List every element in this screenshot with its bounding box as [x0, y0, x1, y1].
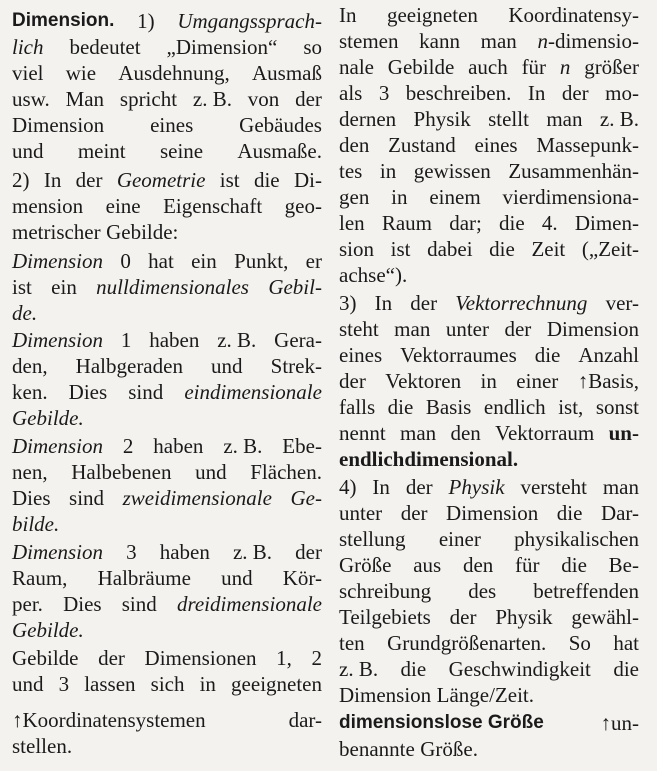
word: nennt	[339, 421, 386, 445]
word: 3	[126, 540, 137, 564]
text-line	[12, 193, 322, 219]
word: Flächen.	[250, 460, 322, 484]
word: Vektorraum	[495, 421, 595, 445]
word: steht	[339, 317, 379, 341]
text-line	[339, 474, 639, 500]
word: So	[568, 631, 591, 655]
word: viel	[12, 61, 44, 85]
word: Teilgebiets	[339, 605, 431, 629]
word: Dimension	[339, 683, 432, 707]
text-line	[339, 262, 639, 288]
text-line	[339, 2, 639, 28]
word: len	[339, 211, 365, 235]
word: geeigneten	[386, 3, 478, 27]
word: haben	[153, 434, 204, 458]
text-line	[12, 248, 322, 274]
word: sonst	[595, 395, 639, 419]
word: ein	[51, 275, 77, 299]
word: dreidimensionale	[176, 592, 322, 616]
word: In	[43, 168, 62, 192]
word: eines	[339, 343, 383, 367]
word: man	[394, 317, 431, 341]
word: Dimension	[12, 249, 103, 273]
word: Dimension	[12, 328, 103, 352]
word: Halbebenen	[71, 460, 172, 484]
text-line	[12, 405, 322, 431]
word: falls	[339, 395, 376, 419]
word: die	[387, 395, 414, 419]
word: Raum	[381, 211, 433, 235]
word: Gebilde:	[106, 220, 179, 244]
word: Dimensionen	[144, 646, 257, 670]
word: in	[480, 369, 497, 393]
word: als	[339, 81, 363, 105]
text-line	[339, 316, 639, 342]
text-line	[339, 630, 639, 656]
word: des	[468, 579, 497, 603]
word: Di-	[293, 168, 322, 192]
word: 2)	[12, 168, 30, 192]
text-line	[12, 433, 322, 459]
word: stemen	[339, 29, 399, 53]
word: Dies	[12, 486, 51, 510]
word: Gebilde	[387, 55, 455, 79]
word: so	[303, 35, 322, 59]
text-line	[12, 167, 322, 193]
word: man	[546, 107, 583, 131]
word: Vektoren	[385, 369, 462, 393]
text-line	[339, 80, 639, 106]
word: die	[534, 343, 561, 367]
word: de.	[12, 301, 38, 325]
word: geeigneten	[231, 672, 322, 696]
word: einem	[429, 185, 481, 209]
word: eine	[105, 194, 141, 218]
word: metrischer	[12, 220, 101, 244]
word: dar;	[449, 211, 482, 235]
word: die	[613, 657, 639, 681]
word: Dies	[68, 380, 108, 404]
word: 1,	[276, 646, 292, 670]
word: vierdimensiona-	[502, 185, 639, 209]
word: versteht	[520, 475, 587, 499]
word: z. B.	[217, 328, 257, 352]
text-line	[339, 28, 639, 54]
word: hat	[148, 249, 174, 273]
word: schreibung	[339, 579, 432, 603]
word: die	[556, 501, 583, 525]
word: er	[305, 249, 322, 273]
word: Gebilde.	[12, 618, 84, 642]
word: die	[400, 657, 427, 681]
word: Dimension	[446, 501, 539, 525]
word: sind	[128, 380, 164, 404]
text-line	[12, 707, 322, 733]
word: Zusammenhän-	[508, 159, 639, 183]
word: nen,	[12, 460, 48, 484]
word: seine	[159, 139, 204, 163]
text-line	[339, 446, 639, 472]
word: ist	[390, 237, 411, 261]
word: Physik	[495, 605, 553, 629]
word: Physik	[448, 475, 505, 499]
word: haben	[159, 540, 210, 564]
text-line	[12, 565, 322, 591]
word: Länge/Zeit.	[436, 683, 534, 707]
word: endlich	[483, 395, 546, 419]
word: per.	[12, 592, 43, 616]
text-line	[12, 511, 322, 537]
text-line	[12, 485, 322, 511]
word: dar-	[288, 708, 322, 732]
word: der	[295, 540, 322, 564]
text-line	[339, 236, 639, 262]
word: man	[602, 475, 639, 499]
word: der	[400, 501, 428, 525]
text-line	[339, 210, 639, 236]
word: gewähl-	[571, 605, 639, 629]
word: 3)	[339, 291, 357, 315]
word: beschreiben.	[405, 81, 512, 105]
text-line	[12, 617, 322, 643]
word: den	[450, 421, 481, 445]
text-line	[12, 60, 322, 86]
text-line	[339, 394, 639, 420]
word: hat	[613, 631, 639, 655]
word: die	[499, 211, 525, 235]
word: eines	[150, 113, 194, 137]
word: der	[405, 475, 433, 499]
word: tes	[339, 159, 363, 183]
text-line	[339, 500, 639, 526]
word: z. B.	[192, 87, 232, 111]
text-line	[12, 219, 322, 245]
word: in	[379, 159, 397, 183]
word: der	[75, 168, 103, 192]
word: den	[462, 553, 494, 577]
word: den,	[12, 354, 48, 378]
text-line	[339, 342, 639, 368]
word: 2	[311, 646, 322, 670]
word: stellen.	[12, 734, 73, 758]
word: z. B.	[599, 107, 639, 131]
word: ↑Basis,	[577, 369, 639, 393]
word: den	[339, 133, 370, 157]
text-line	[12, 138, 322, 164]
word: ist	[12, 275, 32, 299]
word: Eigenschaft	[163, 194, 263, 218]
word: In	[374, 291, 393, 315]
word: in	[391, 185, 408, 209]
text-line	[12, 379, 322, 405]
text-line	[339, 54, 639, 80]
word: sich	[150, 672, 185, 696]
word: sind	[121, 592, 157, 616]
word: aus	[413, 553, 442, 577]
word: un-	[608, 421, 639, 445]
word: Gebäudes	[239, 113, 322, 137]
word: sind	[69, 486, 105, 510]
word: kann	[419, 29, 460, 53]
word: 3	[58, 672, 70, 696]
word: sion	[339, 237, 375, 261]
word: Größe.	[420, 737, 478, 761]
word: benannte	[339, 737, 415, 761]
word: größer	[584, 55, 639, 79]
word: und	[221, 566, 253, 590]
word: Ausmaße.	[237, 139, 322, 163]
text-line	[339, 578, 639, 604]
word: man	[399, 421, 437, 445]
word: Raum,	[12, 566, 68, 590]
word: Punkt,	[234, 249, 289, 273]
word: mension	[12, 194, 84, 218]
word: Dimension	[546, 317, 639, 341]
text-line	[339, 290, 639, 316]
word: man	[480, 29, 517, 53]
word: usw.	[12, 87, 50, 111]
word: die	[489, 237, 515, 261]
text-line	[12, 327, 322, 353]
word: 2	[122, 434, 134, 458]
word: bilde.	[12, 512, 60, 536]
text-line	[339, 736, 639, 762]
word: Dimension	[12, 540, 103, 564]
word: lich	[12, 35, 44, 59]
word: Basis	[425, 395, 472, 419]
word: Strek-	[270, 354, 322, 378]
word: Man	[65, 87, 105, 111]
word: Vektorraumes	[400, 343, 517, 367]
word: der	[504, 317, 532, 341]
word: Ebe-	[282, 434, 322, 458]
text-line	[339, 604, 639, 630]
word: Dar-	[600, 501, 639, 525]
word: gewissen	[413, 159, 491, 183]
word: stellt	[488, 107, 529, 131]
text-line	[339, 710, 639, 736]
word: Dies	[63, 592, 102, 616]
word: Dimension	[12, 113, 105, 137]
word: Physik	[413, 107, 471, 131]
word: gen	[339, 185, 370, 209]
word: haben	[149, 328, 200, 352]
word: eindimensionale	[184, 380, 322, 404]
word: und	[12, 672, 44, 696]
word: für	[515, 553, 540, 577]
text-line	[12, 300, 322, 326]
word: Gebilde.	[12, 406, 84, 430]
word: z. B.	[339, 657, 379, 681]
word: und	[211, 354, 243, 378]
word: Halbgeraden	[75, 354, 183, 378]
word: der	[98, 646, 125, 670]
word: ein	[191, 249, 217, 273]
word: Geschwindigkeit	[448, 657, 591, 681]
text-line	[12, 8, 322, 34]
word: In	[339, 3, 357, 27]
word: ist	[219, 168, 240, 192]
word: Ausdehnung,	[118, 61, 230, 85]
text-line	[12, 86, 322, 112]
word: Gebil-	[268, 275, 322, 299]
word: einer	[438, 527, 481, 551]
word: Kör-	[282, 566, 322, 590]
word: zweidimensionale	[122, 486, 272, 510]
word: in	[199, 672, 216, 696]
word: betreffenden	[533, 579, 639, 603]
text-line	[339, 656, 639, 682]
text-line	[12, 591, 322, 617]
word: für	[521, 55, 547, 79]
word: ten	[339, 631, 365, 655]
word: Grundgrößenarten.	[387, 631, 547, 655]
word: 1	[120, 328, 132, 352]
word: der	[410, 291, 438, 315]
word: mo-	[605, 81, 639, 105]
word: ↑Koordinatensystemen	[12, 708, 206, 732]
word: („Zeit-	[581, 237, 639, 261]
word: stellung	[339, 527, 406, 551]
word: Zeit	[531, 237, 566, 261]
word: einer	[516, 369, 559, 393]
text-line	[339, 682, 639, 708]
word: und	[195, 460, 227, 484]
text-line	[12, 459, 322, 485]
text-line	[339, 158, 639, 184]
word: In	[372, 475, 390, 499]
word: spricht	[119, 87, 178, 111]
word: 0	[120, 249, 131, 273]
word: 1)	[137, 9, 155, 33]
word: „Dimension“	[166, 35, 278, 59]
word: auch	[468, 55, 508, 79]
word: nale	[339, 55, 374, 79]
word: unter	[445, 317, 489, 341]
word: Dimen-	[574, 211, 639, 235]
word: dernen	[339, 107, 397, 131]
word: achse“).	[339, 263, 408, 287]
word: Umgangssprach-	[177, 9, 322, 33]
word: ↑un-	[600, 711, 639, 735]
word: nulldimensionales	[96, 275, 249, 299]
entry-headword: Dimension.	[12, 10, 115, 31]
word: Ge-	[290, 486, 322, 510]
word: n	[559, 55, 571, 79]
word: 3	[378, 81, 390, 105]
word: Koordinatensy-	[508, 3, 639, 27]
word: dabei	[427, 237, 473, 261]
word: Gera-	[274, 328, 322, 352]
word: Halbräume	[97, 566, 191, 590]
word: der	[449, 605, 477, 629]
text-line	[12, 645, 322, 671]
text-line	[339, 420, 639, 446]
word: Gebilde	[12, 646, 79, 670]
word: der	[295, 87, 322, 111]
word: 4.	[541, 211, 558, 235]
word: Zustand	[388, 133, 456, 157]
word: Dimension	[12, 434, 103, 458]
text-line	[339, 526, 639, 552]
word: meint	[77, 139, 126, 163]
word: In	[527, 81, 546, 105]
text-line	[12, 353, 322, 379]
text-line	[339, 106, 639, 132]
word: die	[561, 553, 587, 577]
entry-headword: dimensionslose Größe	[339, 712, 544, 733]
word: von	[247, 87, 280, 111]
word: physikalischen	[514, 527, 639, 551]
text-line	[339, 132, 639, 158]
word: wie	[65, 61, 97, 85]
text-line	[12, 34, 322, 60]
word: und	[12, 139, 44, 163]
word: 4)	[339, 475, 357, 499]
word: ver-	[605, 291, 639, 315]
word: z. B.	[223, 434, 263, 458]
word: Ausmaß	[252, 61, 322, 85]
word: Vektorrechnung	[455, 291, 588, 315]
word: Massepunk-	[536, 133, 639, 157]
word: ken.	[12, 380, 48, 404]
word: der	[339, 369, 366, 393]
text-line	[12, 112, 322, 138]
word: z. B.	[232, 540, 273, 564]
word: Be-	[608, 553, 639, 577]
word: Größe	[339, 553, 392, 577]
word: die	[253, 168, 280, 192]
word: lassen	[84, 672, 136, 696]
word: der	[561, 81, 589, 105]
word: geo-	[284, 194, 322, 218]
word: unter	[339, 501, 383, 525]
text-line	[339, 552, 639, 578]
word: n-dimensio-	[537, 29, 639, 53]
text-line	[12, 733, 322, 759]
word: ist,	[558, 395, 584, 419]
text-line	[339, 368, 639, 394]
text-line	[12, 539, 322, 565]
word: eines	[474, 133, 518, 157]
word: Anzahl	[578, 343, 639, 367]
text-line	[339, 184, 639, 210]
word: Geometrie	[116, 168, 206, 192]
word: endlichdimensional.	[339, 447, 519, 471]
word: bedeutet	[69, 35, 141, 59]
text-line	[12, 671, 322, 697]
text-line	[12, 274, 322, 300]
